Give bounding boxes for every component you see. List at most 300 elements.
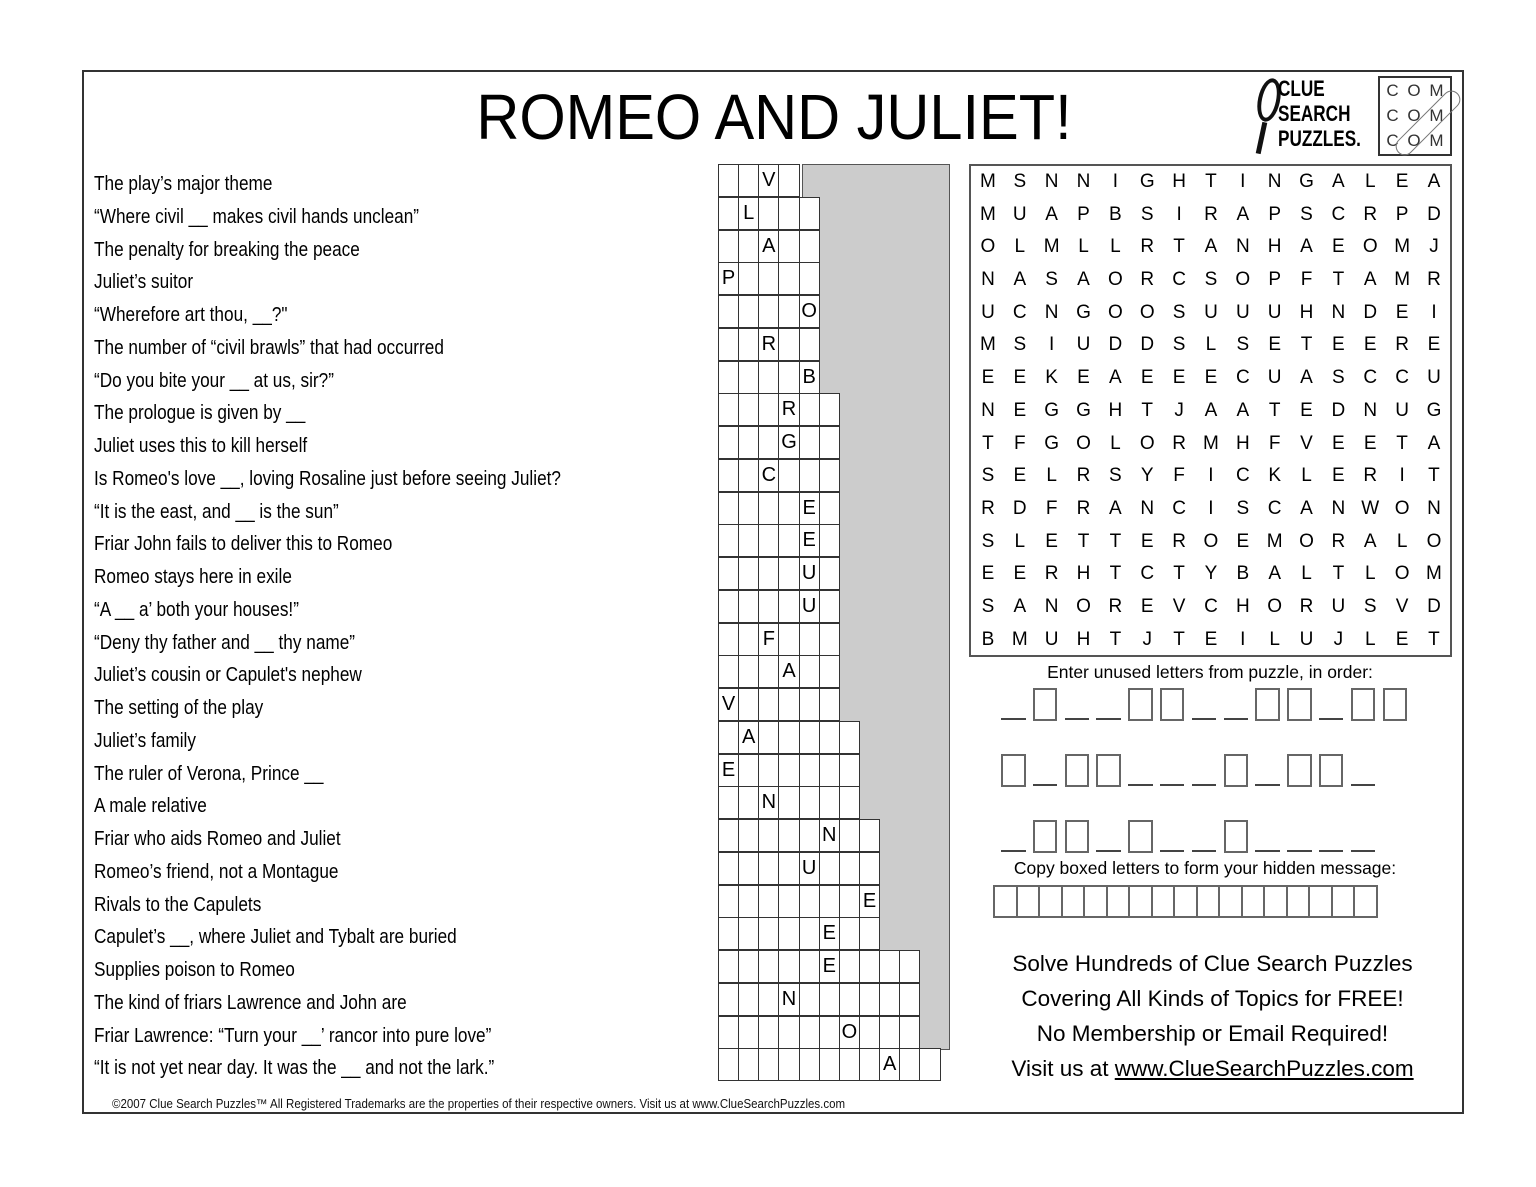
- answer-cell[interactable]: A: [778, 655, 799, 688]
- answer-cell[interactable]: [899, 1048, 920, 1081]
- answer-cell[interactable]: [839, 852, 860, 885]
- word-search-letter[interactable]: L: [1110, 432, 1121, 454]
- answer-cell[interactable]: [738, 459, 759, 492]
- boxed-letter-slot[interactable]: [1255, 688, 1280, 721]
- word-search-letter[interactable]: B: [981, 628, 995, 650]
- letter-blank[interactable]: [1033, 784, 1058, 786]
- boxed-letter-slot[interactable]: [1224, 820, 1249, 853]
- word-search-letter[interactable]: C: [1204, 595, 1218, 617]
- word-search-letter[interactable]: I: [1240, 628, 1246, 650]
- answer-cell[interactable]: [738, 623, 759, 656]
- word-search-letter[interactable]: T: [1332, 269, 1345, 291]
- word-search-letter[interactable]: O: [1267, 595, 1283, 617]
- answer-cell[interactable]: [778, 950, 799, 983]
- hidden-message-box[interactable]: [1083, 885, 1108, 918]
- word-search-letter[interactable]: E: [1204, 367, 1218, 389]
- word-search-letter[interactable]: F: [1300, 269, 1313, 291]
- word-search-letter[interactable]: H: [1108, 399, 1123, 421]
- word-search-letter[interactable]: G: [1299, 171, 1314, 192]
- answer-cell[interactable]: [758, 917, 779, 950]
- word-search-letter[interactable]: C: [1172, 497, 1186, 519]
- answer-cell[interactable]: [778, 1048, 799, 1081]
- answer-cell[interactable]: [778, 492, 799, 525]
- answer-cell[interactable]: [799, 262, 820, 295]
- answer-cell[interactable]: [718, 295, 739, 328]
- word-search-letter[interactable]: C: [1363, 367, 1378, 389]
- answer-cell[interactable]: [718, 230, 739, 263]
- answer-cell[interactable]: [839, 754, 860, 787]
- word-search-letter[interactable]: E: [1013, 367, 1027, 389]
- letter-blank[interactable]: [1255, 784, 1280, 786]
- word-search-letter[interactable]: R: [1172, 530, 1186, 552]
- answer-cell[interactable]: [799, 655, 820, 688]
- word-search-letter[interactable]: S: [981, 595, 995, 617]
- word-search-letter[interactable]: O: [1107, 301, 1123, 323]
- answer-cell[interactable]: [859, 1016, 880, 1049]
- word-search-letter[interactable]: A: [1363, 269, 1377, 291]
- answer-cell[interactable]: [799, 950, 820, 983]
- hidden-message-box[interactable]: [1241, 885, 1266, 918]
- letter-blank[interactable]: [1319, 718, 1344, 720]
- answer-cell[interactable]: [778, 590, 799, 623]
- boxed-letter-slot[interactable]: [1351, 688, 1376, 721]
- answer-cell[interactable]: [778, 819, 799, 852]
- word-search-letter[interactable]: L: [1014, 530, 1026, 552]
- answer-cell[interactable]: [819, 1048, 840, 1081]
- word-search-letter[interactable]: O: [1203, 530, 1219, 552]
- word-search-letter[interactable]: L: [1396, 530, 1408, 552]
- answer-cell[interactable]: E: [799, 524, 820, 557]
- boxed-letter-slot[interactable]: [1033, 688, 1058, 721]
- answer-cell[interactable]: [718, 786, 739, 819]
- word-search-letter[interactable]: E: [1013, 563, 1027, 585]
- word-search-letter[interactable]: N: [1076, 171, 1091, 192]
- answer-cell[interactable]: A: [738, 721, 759, 754]
- word-search-letter[interactable]: Y: [1204, 563, 1218, 585]
- word-search-letter[interactable]: M: [1426, 563, 1442, 585]
- word-search-letter[interactable]: P: [1268, 203, 1281, 225]
- letter-blank[interactable]: [1096, 850, 1121, 852]
- word-search-letter[interactable]: N: [981, 269, 995, 291]
- word-search-letter[interactable]: U: [1299, 628, 1314, 650]
- answer-cell[interactable]: [778, 328, 799, 361]
- answer-cell[interactable]: [758, 983, 779, 1016]
- letter-blank[interactable]: [1192, 784, 1217, 786]
- answer-cell[interactable]: [718, 655, 739, 688]
- answer-cell[interactable]: [718, 524, 739, 557]
- word-search-letter[interactable]: N: [1044, 171, 1059, 192]
- answer-cell[interactable]: [718, 983, 739, 1016]
- word-search-letter[interactable]: M: [980, 334, 996, 356]
- answer-cell[interactable]: U: [799, 852, 820, 885]
- word-search-letter[interactable]: R: [1140, 269, 1155, 291]
- word-search-letter[interactable]: T: [1205, 171, 1217, 192]
- word-search-letter[interactable]: A: [1236, 399, 1250, 421]
- word-search-letter[interactable]: S: [981, 465, 995, 487]
- hidden-message-box[interactable]: [1218, 885, 1243, 918]
- word-search-letter[interactable]: T: [1141, 399, 1154, 421]
- word-search-letter[interactable]: S: [1332, 367, 1345, 389]
- answer-cell[interactable]: [819, 459, 840, 492]
- answer-cell[interactable]: [859, 983, 880, 1016]
- word-search-letter[interactable]: A: [1204, 399, 1218, 421]
- answer-cell[interactable]: [738, 950, 759, 983]
- answer-cell[interactable]: [799, 1016, 820, 1049]
- answer-cell[interactable]: [718, 819, 739, 852]
- word-search-letter[interactable]: R: [1363, 465, 1378, 487]
- word-search-letter[interactable]: U: [1267, 301, 1282, 323]
- word-search-letter[interactable]: C: [1267, 497, 1282, 519]
- answer-cell[interactable]: [819, 786, 840, 819]
- answer-cell[interactable]: E: [718, 754, 739, 787]
- hidden-message-box[interactable]: [1331, 885, 1356, 918]
- boxed-letter-slot[interactable]: [1224, 754, 1249, 787]
- word-search-letter[interactable]: R: [1076, 465, 1091, 487]
- word-search-letter[interactable]: T: [1173, 236, 1185, 258]
- answer-cell[interactable]: [758, 492, 779, 525]
- word-search-letter[interactable]: V: [1172, 595, 1186, 617]
- word-search-letter[interactable]: I: [1240, 171, 1246, 192]
- answer-cell[interactable]: [819, 688, 840, 721]
- word-search-letter[interactable]: F: [1013, 432, 1026, 454]
- answer-cell[interactable]: [799, 917, 820, 950]
- answer-cell[interactable]: [778, 1016, 799, 1049]
- hidden-message-box[interactable]: [1308, 885, 1333, 918]
- answer-cell[interactable]: [738, 492, 759, 525]
- word-search-letter[interactable]: A: [1268, 563, 1281, 585]
- letter-blank[interactable]: [1192, 850, 1217, 852]
- letter-blank[interactable]: [1224, 718, 1249, 720]
- letter-blank[interactable]: [1255, 850, 1280, 852]
- hidden-message-box[interactable]: [1016, 885, 1041, 918]
- answer-cell[interactable]: [819, 492, 840, 525]
- answer-cell[interactable]: [738, 655, 759, 688]
- answer-cell[interactable]: C: [758, 459, 779, 492]
- letter-blank[interactable]: [1128, 784, 1153, 786]
- answer-cell[interactable]: [778, 623, 799, 656]
- word-search-letter[interactable]: E: [1395, 301, 1409, 323]
- boxed-letter-slot[interactable]: [1128, 820, 1153, 853]
- answer-cell[interactable]: [758, 819, 779, 852]
- answer-cell[interactable]: N: [778, 983, 799, 1016]
- answer-cell[interactable]: [799, 983, 820, 1016]
- word-search-letter[interactable]: F: [1045, 497, 1058, 519]
- hidden-message-box[interactable]: [1038, 885, 1063, 918]
- word-search-letter[interactable]: R: [1172, 432, 1186, 454]
- word-search-letter[interactable]: R: [1299, 595, 1314, 617]
- word-search-letter[interactable]: M: [1043, 236, 1060, 258]
- word-search-letter[interactable]: S: [1300, 203, 1313, 225]
- letter-blank[interactable]: [1001, 850, 1026, 852]
- word-search-letter[interactable]: R: [1076, 497, 1091, 519]
- word-search-letter[interactable]: M: [1394, 269, 1411, 291]
- word-search-letter[interactable]: E: [1077, 367, 1090, 389]
- word-search-letter[interactable]: G: [1426, 399, 1442, 421]
- word-search-letter[interactable]: D: [1363, 301, 1378, 323]
- word-search-letter[interactable]: A: [1109, 367, 1122, 389]
- word-search-letter[interactable]: G: [1044, 399, 1060, 421]
- word-search-letter[interactable]: N: [1235, 236, 1250, 258]
- word-search-letter[interactable]: M: [980, 203, 996, 225]
- answer-cell[interactable]: [819, 557, 840, 590]
- word-search-letter[interactable]: V: [1300, 432, 1313, 454]
- answer-cell[interactable]: V: [718, 688, 739, 721]
- word-search-letter[interactable]: L: [1301, 563, 1312, 585]
- answer-cell[interactable]: [839, 786, 860, 819]
- word-search-letter[interactable]: N: [1331, 497, 1346, 519]
- word-search-letter[interactable]: N: [1267, 171, 1282, 192]
- answer-cell[interactable]: [738, 230, 759, 263]
- word-search-letter[interactable]: T: [1396, 432, 1408, 454]
- word-search-letter[interactable]: H: [1235, 595, 1250, 617]
- word-search-letter[interactable]: L: [1269, 628, 1280, 650]
- answer-cell[interactable]: V: [758, 164, 779, 197]
- answer-cell[interactable]: L: [738, 197, 759, 230]
- word-search-letter[interactable]: A: [1300, 367, 1313, 389]
- word-search-letter[interactable]: U: [1204, 301, 1218, 323]
- word-search-letter[interactable]: T: [982, 432, 994, 454]
- answer-cell[interactable]: [859, 917, 880, 950]
- word-search-letter[interactable]: S: [1045, 269, 1058, 291]
- word-search-letter[interactable]: H: [1076, 628, 1091, 650]
- answer-cell[interactable]: [718, 590, 739, 623]
- answer-cell[interactable]: [899, 983, 920, 1016]
- word-search-letter[interactable]: D: [1427, 203, 1441, 225]
- word-search-letter[interactable]: U: [1395, 399, 1409, 421]
- word-search-letter[interactable]: O: [1394, 497, 1410, 519]
- word-search-letter[interactable]: I: [1431, 301, 1437, 323]
- answer-cell[interactable]: [799, 819, 820, 852]
- answer-cell[interactable]: [738, 328, 759, 361]
- word-search-letter[interactable]: O: [1139, 432, 1155, 454]
- hidden-message-box[interactable]: [1263, 885, 1288, 918]
- word-search-letter[interactable]: E: [981, 563, 995, 585]
- word-search-letter[interactable]: Y: [1140, 465, 1154, 487]
- answer-cell[interactable]: [778, 852, 799, 885]
- answer-cell[interactable]: [839, 983, 860, 1016]
- hidden-message-box[interactable]: [993, 885, 1018, 918]
- word-search-letter[interactable]: O: [1076, 432, 1091, 454]
- word-search-letter[interactable]: A: [1109, 497, 1122, 519]
- letter-blank[interactable]: [1065, 718, 1090, 720]
- answer-cell[interactable]: [738, 524, 759, 557]
- word-search-letter[interactable]: G: [1076, 399, 1091, 421]
- answer-cell[interactable]: [718, 361, 739, 394]
- answer-cell[interactable]: [738, 1016, 759, 1049]
- answer-cell[interactable]: [799, 885, 820, 918]
- answer-cell[interactable]: [879, 950, 900, 983]
- word-search-letter[interactable]: N: [1140, 497, 1155, 519]
- answer-cell[interactable]: [738, 295, 759, 328]
- clue-search-logo[interactable]: [1256, 74, 1456, 158]
- word-search-letter[interactable]: C: [1235, 465, 1250, 487]
- answer-cell[interactable]: [718, 426, 739, 459]
- answer-cell[interactable]: [758, 688, 779, 721]
- answer-cell[interactable]: [758, 197, 779, 230]
- answer-cell[interactable]: P: [718, 262, 739, 295]
- boxed-letter-slot[interactable]: [1287, 688, 1312, 721]
- word-search-letter[interactable]: I: [1399, 465, 1405, 487]
- answer-cell[interactable]: [718, 950, 739, 983]
- answer-cell[interactable]: N: [819, 819, 840, 852]
- answer-cell[interactable]: [738, 786, 759, 819]
- answer-cell[interactable]: [718, 393, 739, 426]
- word-search-letter[interactable]: T: [1332, 563, 1345, 585]
- answer-cell[interactable]: [778, 230, 799, 263]
- answer-cell[interactable]: [738, 164, 759, 197]
- boxed-letter-slot[interactable]: [1319, 754, 1344, 787]
- answer-cell[interactable]: E: [819, 950, 840, 983]
- word-search-letter[interactable]: E: [1427, 334, 1441, 356]
- answer-cell[interactable]: E: [819, 917, 840, 950]
- answer-cell[interactable]: [799, 459, 820, 492]
- word-search-letter[interactable]: I: [1176, 203, 1182, 225]
- boxed-letter-slot[interactable]: [1033, 820, 1058, 853]
- word-search-letter[interactable]: L: [1364, 171, 1376, 192]
- word-search-letter[interactable]: A: [1013, 269, 1027, 291]
- word-search-letter[interactable]: E: [1300, 399, 1313, 421]
- word-search-letter[interactable]: C: [1331, 203, 1346, 225]
- word-search-letter[interactable]: N: [981, 399, 995, 421]
- word-search-letter[interactable]: E: [1013, 465, 1027, 487]
- answer-cell[interactable]: [758, 590, 779, 623]
- word-search-letter[interactable]: B: [1236, 563, 1250, 585]
- word-search-letter[interactable]: F: [1173, 465, 1185, 487]
- word-search-letter[interactable]: J: [1429, 236, 1439, 258]
- answer-cell[interactable]: U: [799, 557, 820, 590]
- answer-cell[interactable]: [839, 1048, 860, 1081]
- word-search-letter[interactable]: A: [1427, 432, 1441, 454]
- word-search-letter[interactable]: D: [1331, 399, 1346, 421]
- word-search-letter[interactable]: T: [1109, 530, 1122, 552]
- word-search-letter[interactable]: E: [1140, 530, 1154, 552]
- word-search-letter[interactable]: H: [1235, 432, 1250, 454]
- answer-cell[interactable]: [758, 524, 779, 557]
- answer-cell[interactable]: [738, 688, 759, 721]
- answer-cell[interactable]: [738, 590, 759, 623]
- word-search-letter[interactable]: P: [1395, 203, 1409, 225]
- answer-cell[interactable]: [799, 197, 820, 230]
- word-search-letter[interactable]: T: [1173, 628, 1185, 650]
- word-search-letter[interactable]: E: [1363, 334, 1377, 356]
- word-search-letter[interactable]: M: [1266, 530, 1283, 552]
- answer-cell[interactable]: [859, 819, 880, 852]
- answer-cell[interactable]: [899, 1016, 920, 1049]
- answer-cell[interactable]: [738, 819, 759, 852]
- answer-cell[interactable]: [738, 917, 759, 950]
- word-search-letter[interactable]: D: [1012, 497, 1027, 519]
- answer-cell[interactable]: E: [859, 885, 880, 918]
- answer-cell[interactable]: [819, 590, 840, 623]
- word-search-letter[interactable]: E: [1395, 628, 1409, 650]
- word-search-letter[interactable]: P: [1268, 269, 1281, 291]
- word-search-letter[interactable]: L: [1301, 465, 1312, 487]
- answer-cell[interactable]: [819, 721, 840, 754]
- word-search-letter[interactable]: V: [1395, 595, 1409, 617]
- word-search-letter[interactable]: E: [981, 367, 995, 389]
- word-search-letter[interactable]: P: [1077, 203, 1090, 225]
- answer-cell[interactable]: [839, 917, 860, 950]
- word-search-letter[interactable]: A: [1300, 236, 1313, 258]
- answer-cell[interactable]: A: [879, 1048, 900, 1081]
- answer-cell[interactable]: [738, 393, 759, 426]
- answer-cell[interactable]: [819, 1016, 840, 1049]
- word-search-letter[interactable]: U: [1044, 628, 1059, 650]
- word-search-letter[interactable]: O: [1076, 595, 1091, 617]
- word-search-letter[interactable]: K: [1268, 465, 1281, 487]
- word-search-letter[interactable]: U: [1267, 367, 1282, 389]
- answer-cell[interactable]: [718, 197, 739, 230]
- answer-cell[interactable]: [718, 917, 739, 950]
- answer-cell[interactable]: [718, 1016, 739, 1049]
- answer-cell[interactable]: [778, 688, 799, 721]
- word-search-letter[interactable]: T: [1428, 628, 1440, 650]
- answer-cell[interactable]: [799, 393, 820, 426]
- word-search-letter[interactable]: O: [1299, 530, 1314, 552]
- answer-cell[interactable]: G: [778, 426, 799, 459]
- word-search-letter[interactable]: C: [1172, 269, 1186, 291]
- answer-cell[interactable]: [799, 426, 820, 459]
- word-search-letter[interactable]: R: [981, 497, 995, 519]
- answer-cell[interactable]: [839, 950, 860, 983]
- word-search-letter[interactable]: M: [980, 171, 996, 192]
- word-search-letter[interactable]: O: [1362, 236, 1378, 258]
- word-search-letter[interactable]: T: [1077, 530, 1090, 552]
- word-search-letter[interactable]: E: [1045, 530, 1058, 552]
- word-search-letter[interactable]: K: [1045, 367, 1058, 389]
- answer-cell[interactable]: [919, 1048, 940, 1081]
- word-search-letter[interactable]: S: [1172, 334, 1186, 356]
- letter-blank[interactable]: [1160, 850, 1185, 852]
- word-search-letter[interactable]: E: [1172, 367, 1186, 389]
- hidden-message-box[interactable]: [1061, 885, 1086, 918]
- word-search-letter[interactable]: S: [1140, 203, 1154, 225]
- word-search-letter[interactable]: E: [1204, 628, 1218, 650]
- answer-cell[interactable]: [778, 295, 799, 328]
- word-search-letter[interactable]: H: [1267, 236, 1282, 258]
- boxed-letter-slot[interactable]: [1065, 754, 1090, 787]
- word-search-letter[interactable]: A: [1045, 203, 1058, 225]
- hidden-message-box[interactable]: [1286, 885, 1311, 918]
- word-search-letter[interactable]: A: [1013, 595, 1027, 617]
- answer-cell[interactable]: [799, 623, 820, 656]
- word-search-letter[interactable]: C: [1140, 563, 1155, 585]
- word-search-letter[interactable]: T: [1173, 563, 1185, 585]
- word-search-letter[interactable]: T: [1300, 334, 1313, 356]
- answer-cell[interactable]: [778, 361, 799, 394]
- answer-cell[interactable]: [859, 1048, 880, 1081]
- word-search-letter[interactable]: R: [1140, 236, 1155, 258]
- answer-cell[interactable]: [718, 492, 739, 525]
- word-search-letter[interactable]: M: [1011, 628, 1028, 650]
- word-search-letter[interactable]: J: [1333, 628, 1344, 650]
- word-search-letter[interactable]: E: [1236, 530, 1250, 552]
- word-search-letter[interactable]: R: [1044, 563, 1059, 585]
- answer-cell[interactable]: [778, 459, 799, 492]
- word-search-letter[interactable]: I: [1208, 497, 1214, 519]
- answer-cell[interactable]: [819, 754, 840, 787]
- word-search-letter[interactable]: U: [981, 301, 995, 323]
- word-search-letter[interactable]: T: [1109, 563, 1122, 585]
- word-search-letter[interactable]: H: [1076, 563, 1091, 585]
- word-search-letter[interactable]: I: [1208, 465, 1214, 487]
- answer-cell[interactable]: [758, 655, 779, 688]
- answer-cell[interactable]: [718, 1048, 739, 1081]
- answer-cell[interactable]: [758, 1048, 779, 1081]
- answer-cell[interactable]: [758, 262, 779, 295]
- word-search-letter[interactable]: L: [1110, 236, 1121, 258]
- answer-cell[interactable]: [738, 262, 759, 295]
